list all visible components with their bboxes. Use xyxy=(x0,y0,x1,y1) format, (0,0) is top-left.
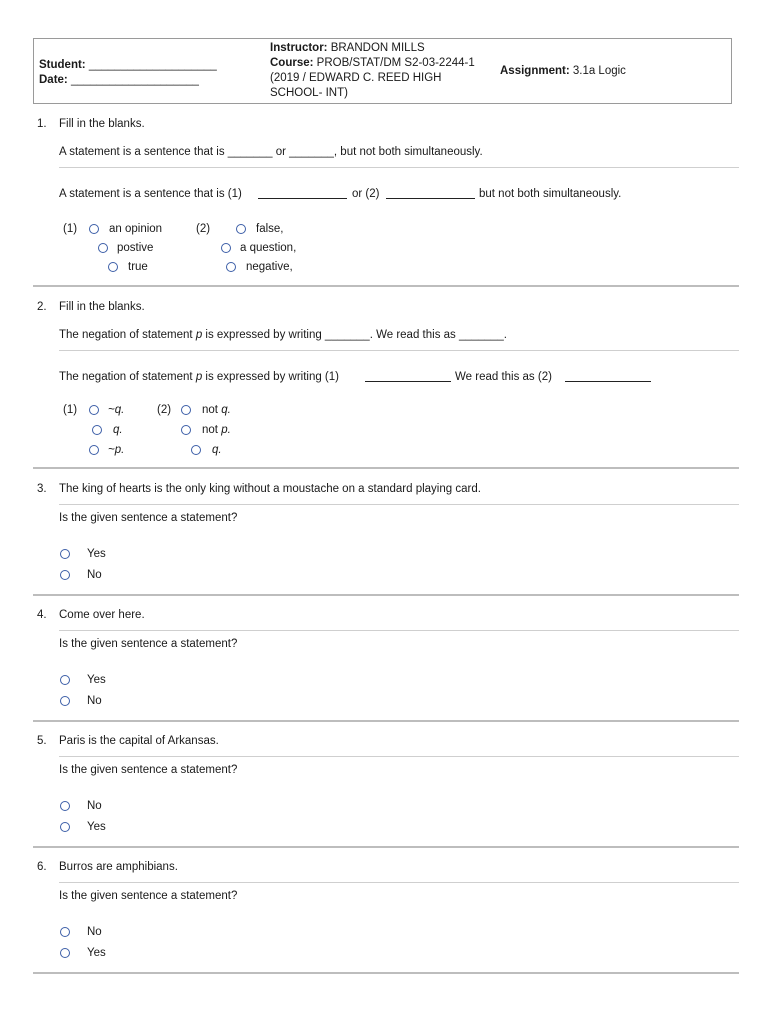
radio-button[interactable] xyxy=(60,549,70,559)
radio-button[interactable] xyxy=(236,224,246,234)
question-5-number: 5. xyxy=(37,735,47,747)
section-divider xyxy=(33,467,739,469)
question-6-number: 6. xyxy=(37,861,47,873)
question-1-sentence: A statement is a sentence that is _______ or _______, but not both simultaneously. xyxy=(59,146,483,158)
option-label: false, xyxy=(256,223,284,235)
answer-blank-1[interactable] xyxy=(365,381,451,382)
radio-button[interactable] xyxy=(60,570,70,580)
question-2-answer-prefix: The negation of statement p is expressed by writing (1) xyxy=(59,371,339,383)
question-2-prompt: Fill in the blanks. xyxy=(59,301,145,313)
question-2-sentence: The negation of statement p is expressed by writing _______. We read this as _______. xyxy=(59,329,507,341)
radio-button[interactable] xyxy=(221,243,231,253)
question-1-answer-mid: or (2) xyxy=(352,188,380,200)
course-field-line2: (2019 / EDWARD C. REED HIGH xyxy=(270,72,442,84)
option-label: a question, xyxy=(240,242,297,254)
assignment-header xyxy=(33,38,732,104)
option-label: No xyxy=(87,695,102,707)
group-2-label: (2) xyxy=(157,404,172,416)
date-field: Date: ____________________ xyxy=(39,74,199,86)
question-4-number: 4. xyxy=(37,609,47,621)
radio-button[interactable] xyxy=(60,822,70,832)
section-divider xyxy=(33,720,739,722)
question-3-prompt: The king of hearts is the only king without a moustache on a standard playing card. xyxy=(59,483,481,495)
divider xyxy=(59,350,739,351)
option-label: not q. xyxy=(202,404,231,416)
radio-button[interactable] xyxy=(60,948,70,958)
group-2-label: (2) xyxy=(196,223,211,235)
radio-button[interactable] xyxy=(92,425,102,435)
radio-button[interactable] xyxy=(89,405,99,415)
radio-button[interactable] xyxy=(60,801,70,811)
option-label: q. xyxy=(113,424,123,436)
course-field-line3: SCHOOL- INT) xyxy=(270,87,348,99)
group-1-label: (1) xyxy=(63,404,78,416)
radio-button[interactable] xyxy=(89,445,99,455)
section-divider xyxy=(33,285,739,287)
option-label: not p. xyxy=(202,424,231,436)
question-3-number: 3. xyxy=(37,483,47,495)
option-label: Yes xyxy=(87,674,106,686)
option-label: Yes xyxy=(87,947,106,959)
answer-blank-1[interactable] xyxy=(258,198,347,199)
option-label: negative, xyxy=(246,261,293,273)
option-label: postive xyxy=(117,242,154,254)
radio-button[interactable] xyxy=(89,224,99,234)
question-1-number: 1. xyxy=(37,118,47,130)
option-label: an opinion xyxy=(109,223,163,235)
radio-button[interactable] xyxy=(60,675,70,685)
question-2-answer-mid: We read this as (2) xyxy=(455,371,552,383)
option-label: ~p. xyxy=(108,444,125,456)
instructor-field: Instructor: BRANDON MILLS xyxy=(270,42,425,54)
question-3-question: Is the given sentence a statement? xyxy=(59,512,238,524)
question-5-question: Is the given sentence a statement? xyxy=(59,764,238,776)
radio-button[interactable] xyxy=(108,262,118,272)
answer-blank-2[interactable] xyxy=(565,381,651,382)
group-1-label: (1) xyxy=(63,223,78,235)
divider xyxy=(59,504,739,505)
question-1-prompt: Fill in the blanks. xyxy=(59,118,145,130)
question-2-number: 2. xyxy=(37,301,47,313)
option-label: No xyxy=(87,926,102,938)
question-5-prompt: Paris is the capital of Arkansas. xyxy=(59,735,219,747)
question-1-answer-suffix: but not both simultaneously. xyxy=(479,188,622,200)
course-field: Course: PROB/STAT/DM S2-03-2244-1 xyxy=(270,57,475,69)
question-4-prompt: Come over here. xyxy=(59,609,145,621)
option-label: Yes xyxy=(87,821,106,833)
divider xyxy=(59,630,739,631)
radio-button[interactable] xyxy=(98,243,108,253)
radio-button[interactable] xyxy=(181,425,191,435)
radio-button[interactable] xyxy=(226,262,236,272)
section-divider xyxy=(33,594,739,596)
assignment-field: Assignment: 3.1a Logic xyxy=(500,65,626,77)
divider xyxy=(59,756,739,757)
option-label: No xyxy=(87,569,102,581)
radio-button[interactable] xyxy=(60,927,70,937)
section-divider xyxy=(33,972,739,974)
option-label: true xyxy=(128,261,148,273)
question-1-answer-prefix: A statement is a sentence that is (1) xyxy=(59,188,242,200)
option-label: No xyxy=(87,800,102,812)
section-divider xyxy=(33,846,739,848)
divider xyxy=(59,167,739,168)
question-6-question: Is the given sentence a statement? xyxy=(59,890,238,902)
question-6-prompt: Burros are amphibians. xyxy=(59,861,178,873)
answer-blank-2[interactable] xyxy=(386,198,475,199)
divider xyxy=(59,882,739,883)
student-field: Student: ____________________ xyxy=(39,59,217,71)
option-label: Yes xyxy=(87,548,106,560)
option-label: ~q. xyxy=(108,404,125,416)
radio-button[interactable] xyxy=(191,445,201,455)
option-label: q. xyxy=(212,444,222,456)
radio-button[interactable] xyxy=(181,405,191,415)
radio-button[interactable] xyxy=(60,696,70,706)
question-4-question: Is the given sentence a statement? xyxy=(59,638,238,650)
